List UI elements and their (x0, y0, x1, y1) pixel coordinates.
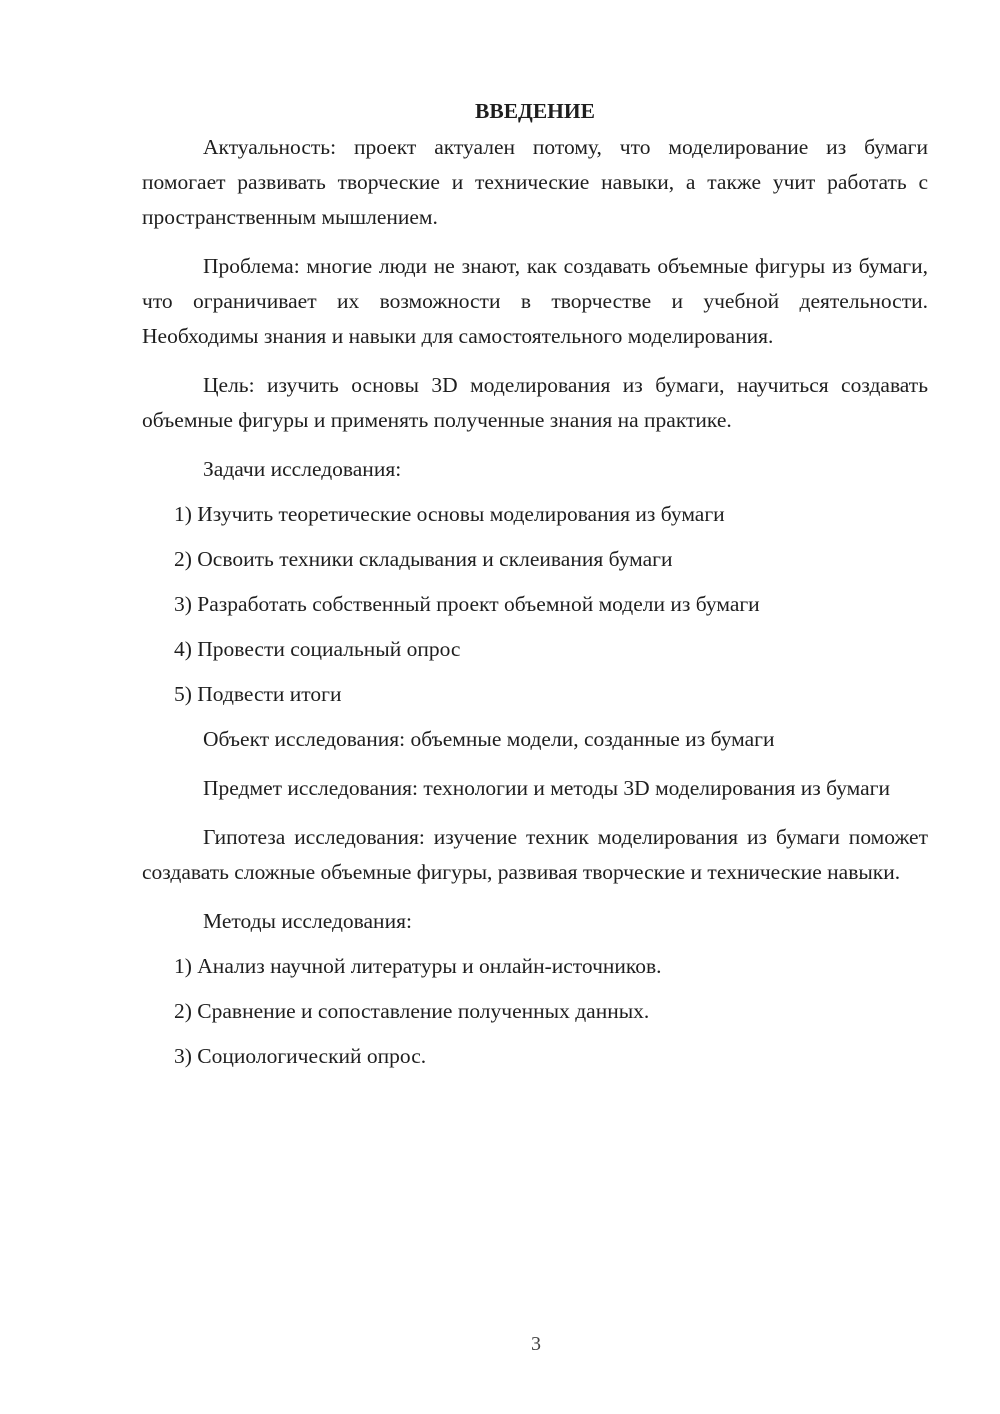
relevance-paragraph: Актуальность: проект актуален потому, что моделирование из бумаги помогает развивать творческие и технические навыки, а также учит работать с пространственным мышлением. (142, 135, 928, 229)
task-item: 3) Разработать собственный проект объемной модели из бумаги (174, 592, 760, 616)
task-item: 4) Провести социальный опрос (174, 637, 461, 661)
methods-label: Методы исследования: (203, 909, 412, 933)
problem-paragraph: Проблема: многие люди не знают, как создавать объемные фигуры из бумаги, что ограничивает их возможности в творчестве и учебной деятельности. Необходимы знания и навыки для самостоятельного моделирования. (142, 254, 928, 348)
method-item: 1) Анализ научной литературы и онлайн-источников. (174, 954, 662, 978)
tasks-label: Задачи исследования: (203, 457, 402, 481)
method-item: 2) Сравнение и сопоставление полученных данных. (174, 999, 650, 1023)
subject-paragraph: Предмет исследования: технологии и методы 3D моделирования из бумаги (203, 776, 890, 800)
methods-list (142, 949, 928, 1074)
method-item: 3) Социологический опрос. (174, 1044, 427, 1068)
object-paragraph: Объект исследования: объемные модели, созданные из бумаги (203, 727, 775, 751)
task-item: 5) Подвести итоги (174, 682, 342, 706)
task-item: 2) Освоить техники складывания и склеивания бумаги (174, 547, 673, 571)
hypothesis-paragraph: Гипотеза исследования: изучение техник моделирования из бумаги поможет создавать сложные объемные фигуры, развивая творческие и технические навыки. (142, 825, 928, 884)
tasks-list (142, 497, 928, 712)
goal-paragraph: Цель: изучить основы 3D моделирования из бумаги, научиться создавать объемные фигуры и применять полученные знания на практике. (142, 373, 928, 432)
document-body (142, 94, 928, 1084)
page-number: 3 (531, 1333, 541, 1355)
task-item: 1) Изучить теоретические основы моделирования из бумаги (174, 502, 725, 526)
section-title: ВВЕДЕНИЕ (475, 99, 595, 123)
